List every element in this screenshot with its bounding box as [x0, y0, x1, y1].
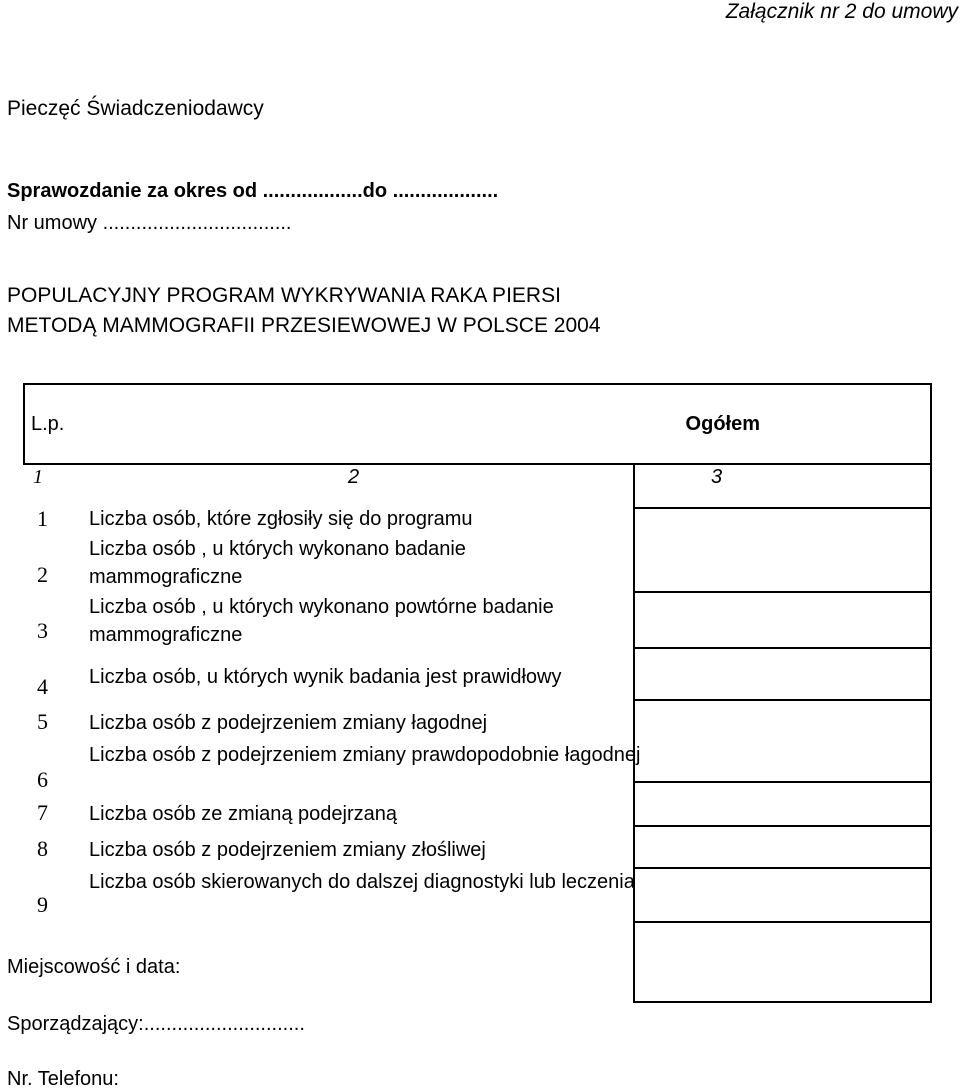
- provider-stamp-label: Pieczęć Świadczeniodawcy: [7, 97, 264, 120]
- row-number: 2: [37, 562, 48, 587]
- row-divider: [633, 507, 932, 509]
- program-title-line2: METODĄ MAMMOGRAFII PRZESIEWOWEJ W POLSCE 2004: [7, 314, 601, 337]
- phone-label: Nr. Telefonu:: [7, 1068, 119, 1090]
- annex-label: Załącznik nr 2 do umowy: [725, 0, 958, 23]
- row-label: Liczba osób , u których wykonano powtórne badanie mammograficzne: [89, 596, 554, 646]
- row-number: 3: [37, 618, 48, 643]
- row-number: 5: [37, 709, 48, 734]
- row-divider: [633, 921, 932, 923]
- row-label: Liczba osób z podejrzeniem zmiany złośliwej: [89, 839, 486, 861]
- column-header-lp: L.p.: [31, 413, 65, 435]
- place-date-label: Miejscowość i data:: [7, 956, 181, 978]
- row-divider: [633, 591, 932, 593]
- row-label: Liczba osób, które zgłosiły się do programu: [89, 508, 473, 530]
- column-header-total: Ogółem: [685, 413, 760, 435]
- row-divider: [633, 647, 932, 649]
- row-number: 4: [37, 674, 48, 699]
- contract-number-line: Nr umowy ..................................: [7, 212, 292, 234]
- table-bottom-border: [633, 1001, 932, 1003]
- report-period-line: Sprawozdanie za okres od ..................do ...................: [7, 180, 499, 202]
- row-number: 8: [37, 836, 48, 861]
- table-header: [23, 383, 932, 463]
- column-number-3: 3: [711, 466, 723, 488]
- row-divider: [633, 699, 932, 701]
- column-number-row: [23, 463, 932, 489]
- row-divider: [633, 867, 932, 869]
- row-label: Liczba osób skierowanych do dalszej diagnostyki lub leczenia: [89, 871, 635, 893]
- row-label: Liczba osób ze zmianą podejrzaną: [89, 803, 397, 825]
- row-label: Liczba osób z podejrzeniem zmiany łagodnej: [89, 712, 488, 734]
- prepared-by-label: Sporządzający:.............................: [7, 1013, 305, 1035]
- row-number: 6: [37, 767, 48, 792]
- row-label: Liczba osób, u których wynik badania jest prawidłowy: [89, 666, 562, 688]
- column-number-1: 1: [33, 466, 43, 488]
- row-number: 7: [37, 800, 48, 825]
- program-title-line1: POPULACYJNY PROGRAM WYKRYWANIA RAKA PIERSI: [7, 284, 561, 307]
- row-number: 1: [37, 506, 48, 531]
- row-divider: [633, 781, 932, 783]
- row-divider: [633, 825, 932, 827]
- row-label: Liczba osób , u których wykonano badanie mammograficzne: [89, 538, 466, 588]
- row-label: Liczba osób z podejrzeniem zmiany prawdopodobnie łagodnej: [89, 744, 641, 766]
- column-number-2: 2: [348, 466, 360, 488]
- row-number: 9: [37, 892, 48, 917]
